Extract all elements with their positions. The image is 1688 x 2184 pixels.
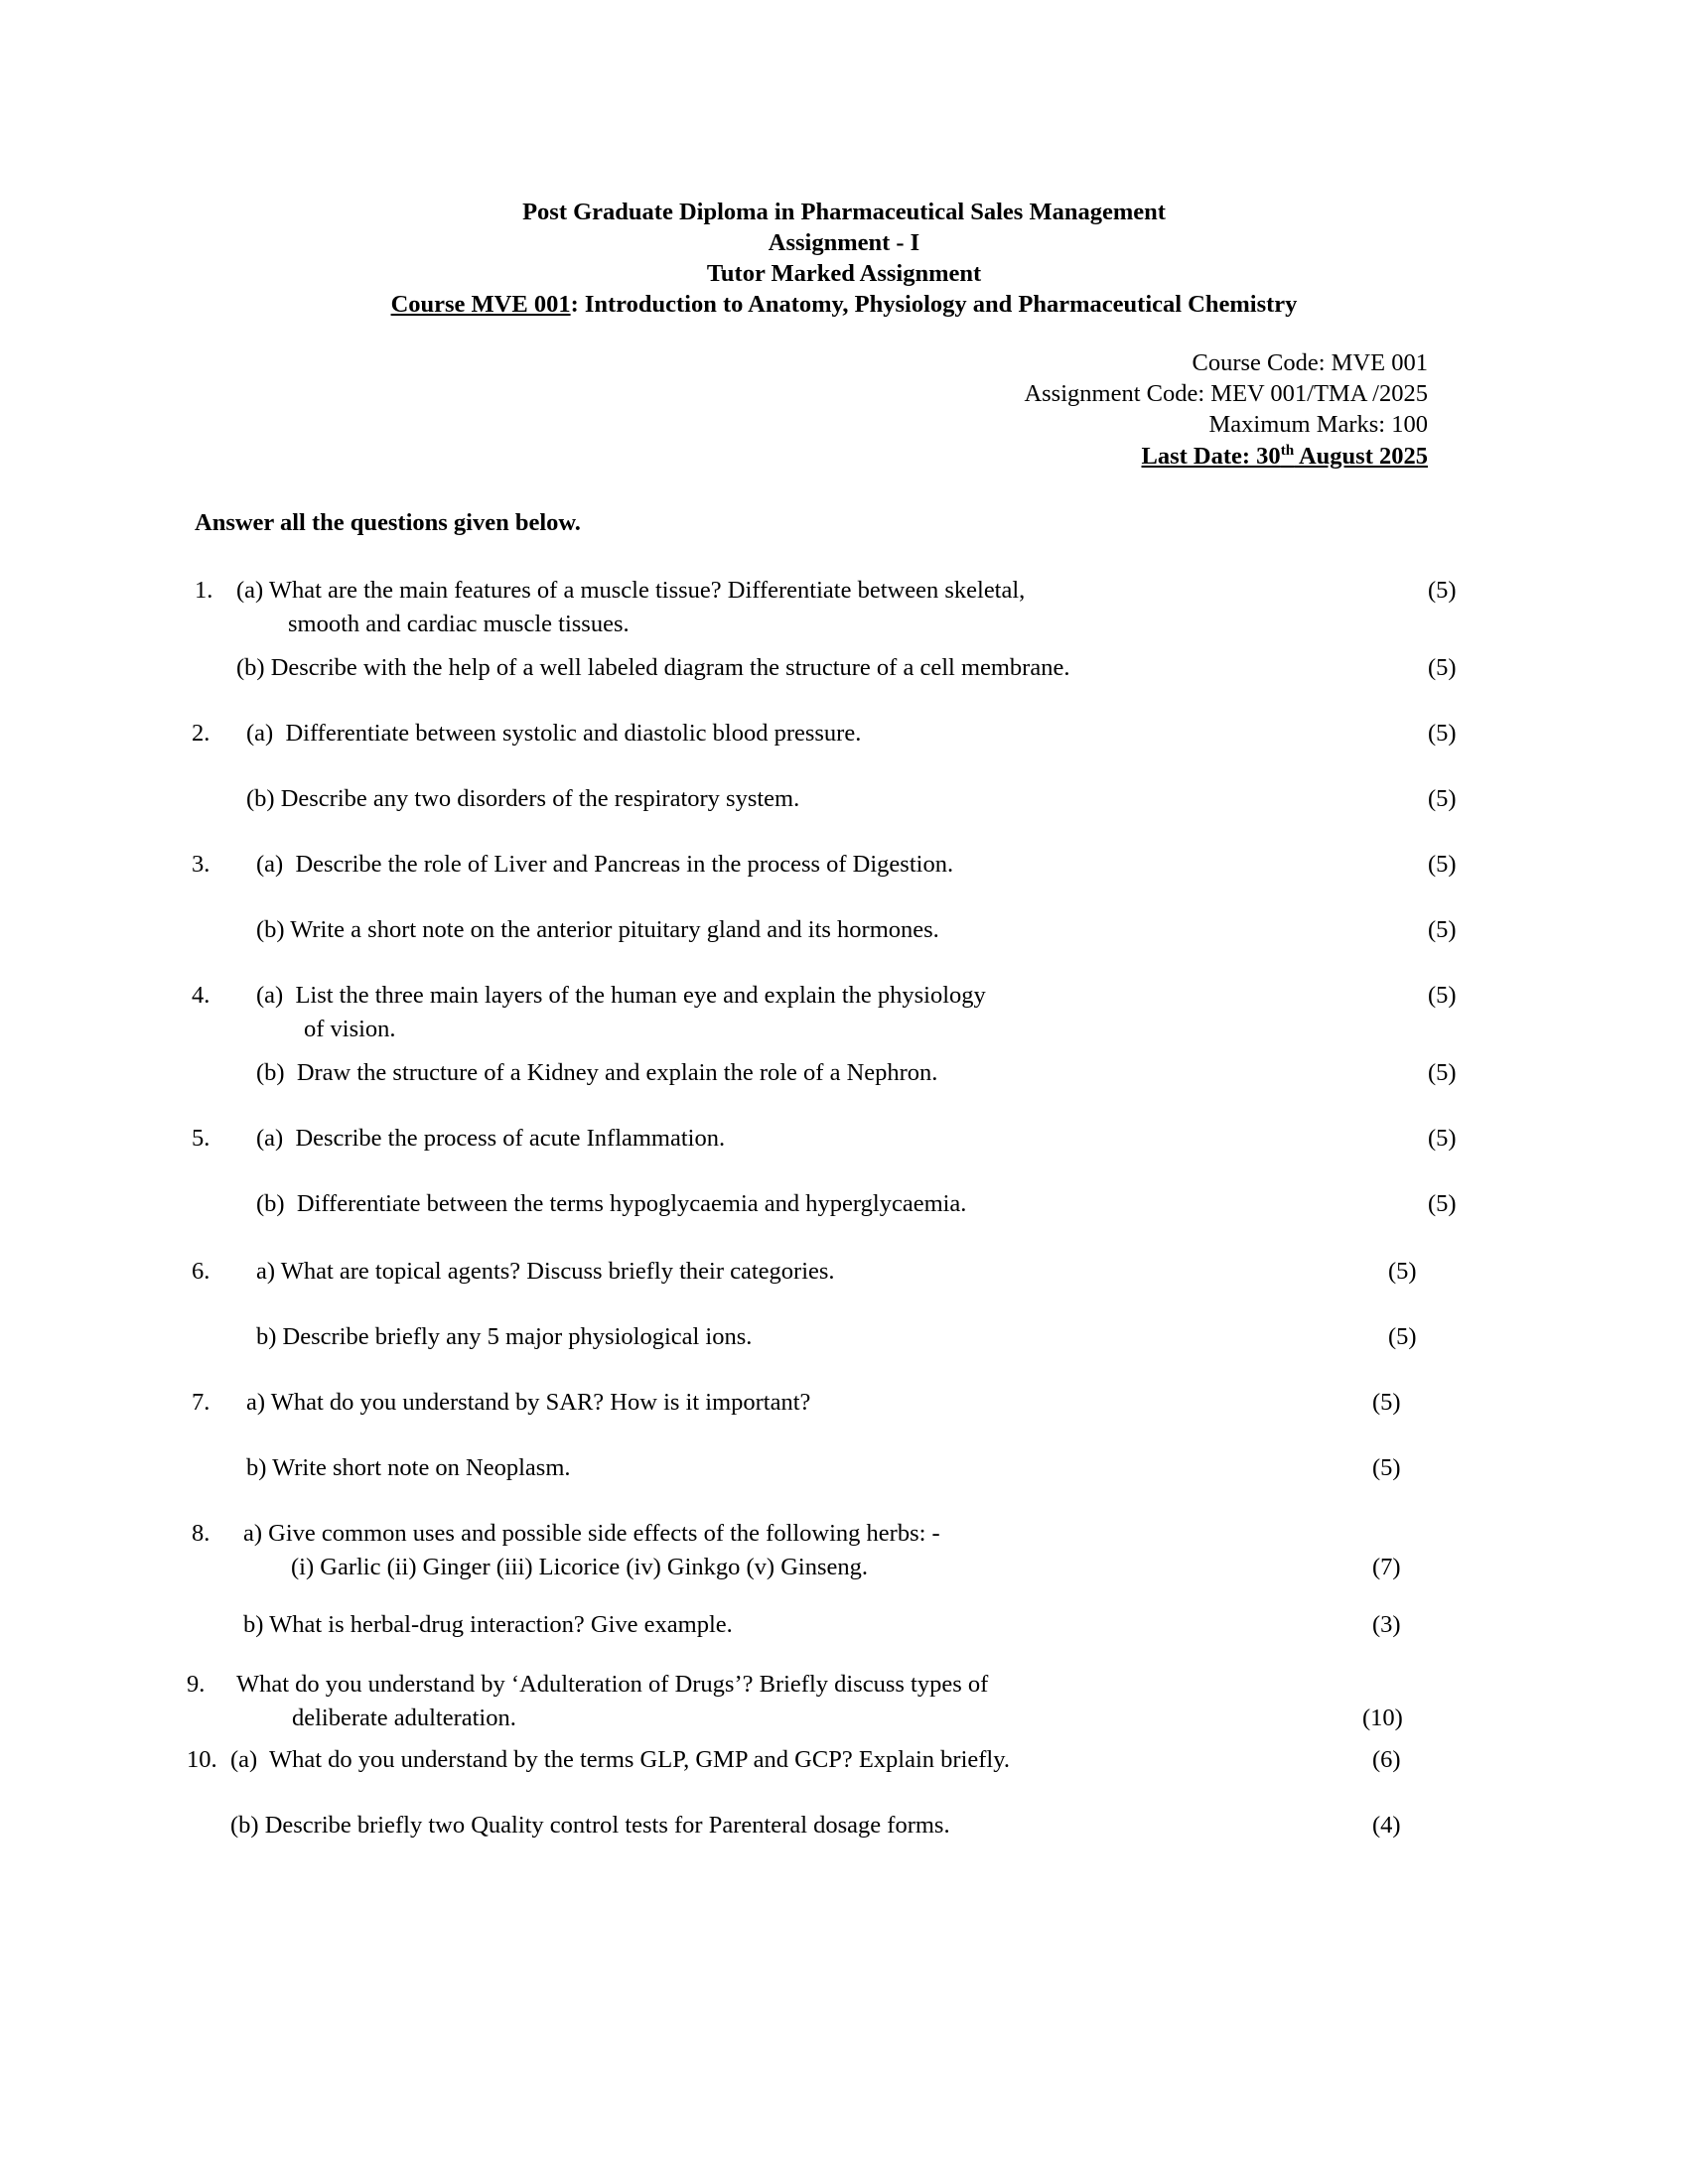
document-title-block [0, 197, 1688, 320]
question-number: 3. [192, 851, 211, 878]
course-code-line: Course Code: MVE 001 [1192, 349, 1428, 376]
question-part [0, 651, 1688, 685]
question-part [0, 1122, 1688, 1156]
question-text-continuation: smooth and cardiac muscle tissues. [288, 611, 630, 637]
course-code-underlined: Course MVE 001 [390, 291, 571, 318]
question-text [246, 1386, 1362, 1420]
last-date-suffix: August 2025 [1294, 443, 1428, 470]
question-part [0, 848, 1688, 882]
last-date-line [1024, 441, 1428, 472]
question-text [256, 1320, 1378, 1354]
last-date-ordinal: th [1280, 441, 1295, 459]
question-marks: (5) [1428, 1125, 1457, 1152]
question-text-line: a) What are topical agents? Discuss briefly their categories. [256, 1258, 835, 1285]
question-text-line: (b) Describe any two disorders of the respiratory system. [246, 785, 800, 812]
question-text-line: b) What is herbal-drug interaction? Give example. [243, 1611, 733, 1638]
question-part [0, 1668, 1688, 1731]
question-part [0, 1608, 1688, 1642]
question-marks: (5) [1428, 577, 1457, 604]
question-marks: (5) [1388, 1323, 1417, 1350]
question-part [0, 1056, 1688, 1090]
question-marks: (5) [1388, 1258, 1417, 1285]
question-part [0, 1743, 1688, 1777]
question-text [246, 717, 1418, 751]
question-part [0, 1517, 1688, 1580]
question-number: 9. [187, 1671, 206, 1698]
question-text-line: (a) What do you understand by the terms GLP, GMP and GCP? Explain briefly. [230, 1746, 1011, 1773]
question-marks: (10) [1362, 1705, 1403, 1731]
question-marks: (7) [1372, 1554, 1401, 1580]
question-text-line: a) What do you understand by SAR? How is it important? [246, 1389, 811, 1416]
question-marks: (5) [1372, 1454, 1401, 1481]
question-number: 6. [192, 1258, 211, 1285]
question-text [256, 1187, 1418, 1221]
question-number: 1. [195, 577, 213, 604]
question-number: 5. [192, 1125, 211, 1152]
question-marks: (5) [1428, 785, 1457, 812]
question-marks: (3) [1372, 1611, 1401, 1638]
question-text [236, 1668, 1352, 1735]
question-marks: (5) [1428, 1190, 1457, 1217]
question-part [0, 1320, 1688, 1354]
question-text-line: (b) Describe briefly two Quality control tests for Parenteral dosage forms. [230, 1812, 950, 1839]
question-part [0, 979, 1688, 1042]
question-part [0, 782, 1688, 816]
question-marks: (5) [1428, 654, 1457, 681]
title-line-course [0, 289, 1688, 320]
question-text-line: (b) Describe with the help of a well labeled diagram the structure of a cell membrane. [236, 654, 1070, 681]
maximum-marks-line: Maximum Marks: 100 [1208, 411, 1428, 438]
question-text [230, 1809, 1362, 1843]
question-text-continuation: of vision. [304, 1016, 396, 1042]
question-text [243, 1608, 1362, 1642]
question-part [0, 574, 1688, 637]
question-text-line: (b) Draw the structure of a Kidney and explain the role of a Nephron. [256, 1059, 938, 1086]
question-marks: (5) [1428, 1059, 1457, 1086]
question-text-line: b) Describe briefly any 5 major physiological ions. [256, 1323, 753, 1350]
question-part [0, 1386, 1688, 1420]
question-text-line: (a) List the three main layers of the human eye and explain the physiology [256, 982, 986, 1009]
question-text-line: (b) Write a short note on the anterior pituitary gland and its hormones. [256, 916, 939, 943]
question-text-continuation: deliberate adulteration. [292, 1705, 516, 1731]
question-text-line: a) Give common uses and possible side effects of the following herbs: - [243, 1520, 940, 1547]
question-number: 2. [192, 720, 211, 747]
question-part [0, 1187, 1688, 1221]
question-marks: (6) [1372, 1746, 1401, 1773]
question-text [256, 1255, 1378, 1289]
question-text [256, 848, 1418, 882]
question-marks: (5) [1428, 982, 1457, 1009]
title-line-assignment: Assignment - I [768, 229, 920, 256]
last-date-prefix: Last Date: 30 [1141, 443, 1281, 470]
question-part [0, 913, 1688, 947]
question-number: 8. [192, 1520, 211, 1547]
question-text-line: b) Write short note on Neoplasm. [246, 1454, 571, 1481]
question-text [246, 782, 1418, 816]
question-text [243, 1517, 1362, 1584]
question-text [230, 1743, 1362, 1777]
question-part [0, 717, 1688, 751]
question-text [256, 913, 1418, 947]
question-text [236, 574, 1418, 641]
question-part [0, 1255, 1688, 1289]
assignment-meta-block [1024, 347, 1428, 472]
question-text [256, 979, 1418, 1046]
question-marks: (5) [1428, 851, 1457, 878]
question-text-line: (a) Describe the role of Liver and Pancreas in the process of Digestion. [256, 851, 954, 878]
question-text-continuation: (i) Garlic (ii) Ginger (iii) Licorice (iv) Ginkgo (v) Ginseng. [291, 1554, 869, 1580]
question-marks: (5) [1428, 916, 1457, 943]
title-line-tma: Tutor Marked Assignment [706, 260, 982, 287]
question-text-line: What do you understand by ‘Adulteration of Drugs’? Briefly discuss types of [236, 1671, 989, 1698]
question-text [246, 1451, 1362, 1485]
question-marks: (5) [1372, 1389, 1401, 1416]
question-number: 7. [192, 1389, 211, 1416]
question-marks: (4) [1372, 1812, 1401, 1839]
assignment-code-line: Assignment Code: MEV 001/TMA /2025 [1024, 380, 1428, 407]
answer-instruction: Answer all the questions given below. [195, 509, 581, 536]
question-text [256, 1122, 1418, 1156]
question-text [256, 1056, 1418, 1090]
question-text-line: (b) Differentiate between the terms hypoglycaemia and hyperglycaemia. [256, 1190, 967, 1217]
title-line-programme: Post Graduate Diploma in Pharmaceutical Sales Management [522, 199, 1166, 225]
question-number: 10. [187, 1746, 217, 1773]
course-title-rest: : Introduction to Anatomy, Physiology and Pharmaceutical Chemistry [570, 291, 1298, 318]
question-text-line: (a) Describe the process of acute Inflammation. [256, 1125, 726, 1152]
question-part [0, 1809, 1688, 1843]
question-text-line: (a) Differentiate between systolic and diastolic blood pressure. [246, 720, 862, 747]
question-part [0, 1451, 1688, 1485]
question-number: 4. [192, 982, 211, 1009]
question-marks: (5) [1428, 720, 1457, 747]
question-text-line: (a) What are the main features of a muscle tissue? Differentiate between skeletal, [236, 577, 1026, 604]
question-text [236, 651, 1418, 685]
